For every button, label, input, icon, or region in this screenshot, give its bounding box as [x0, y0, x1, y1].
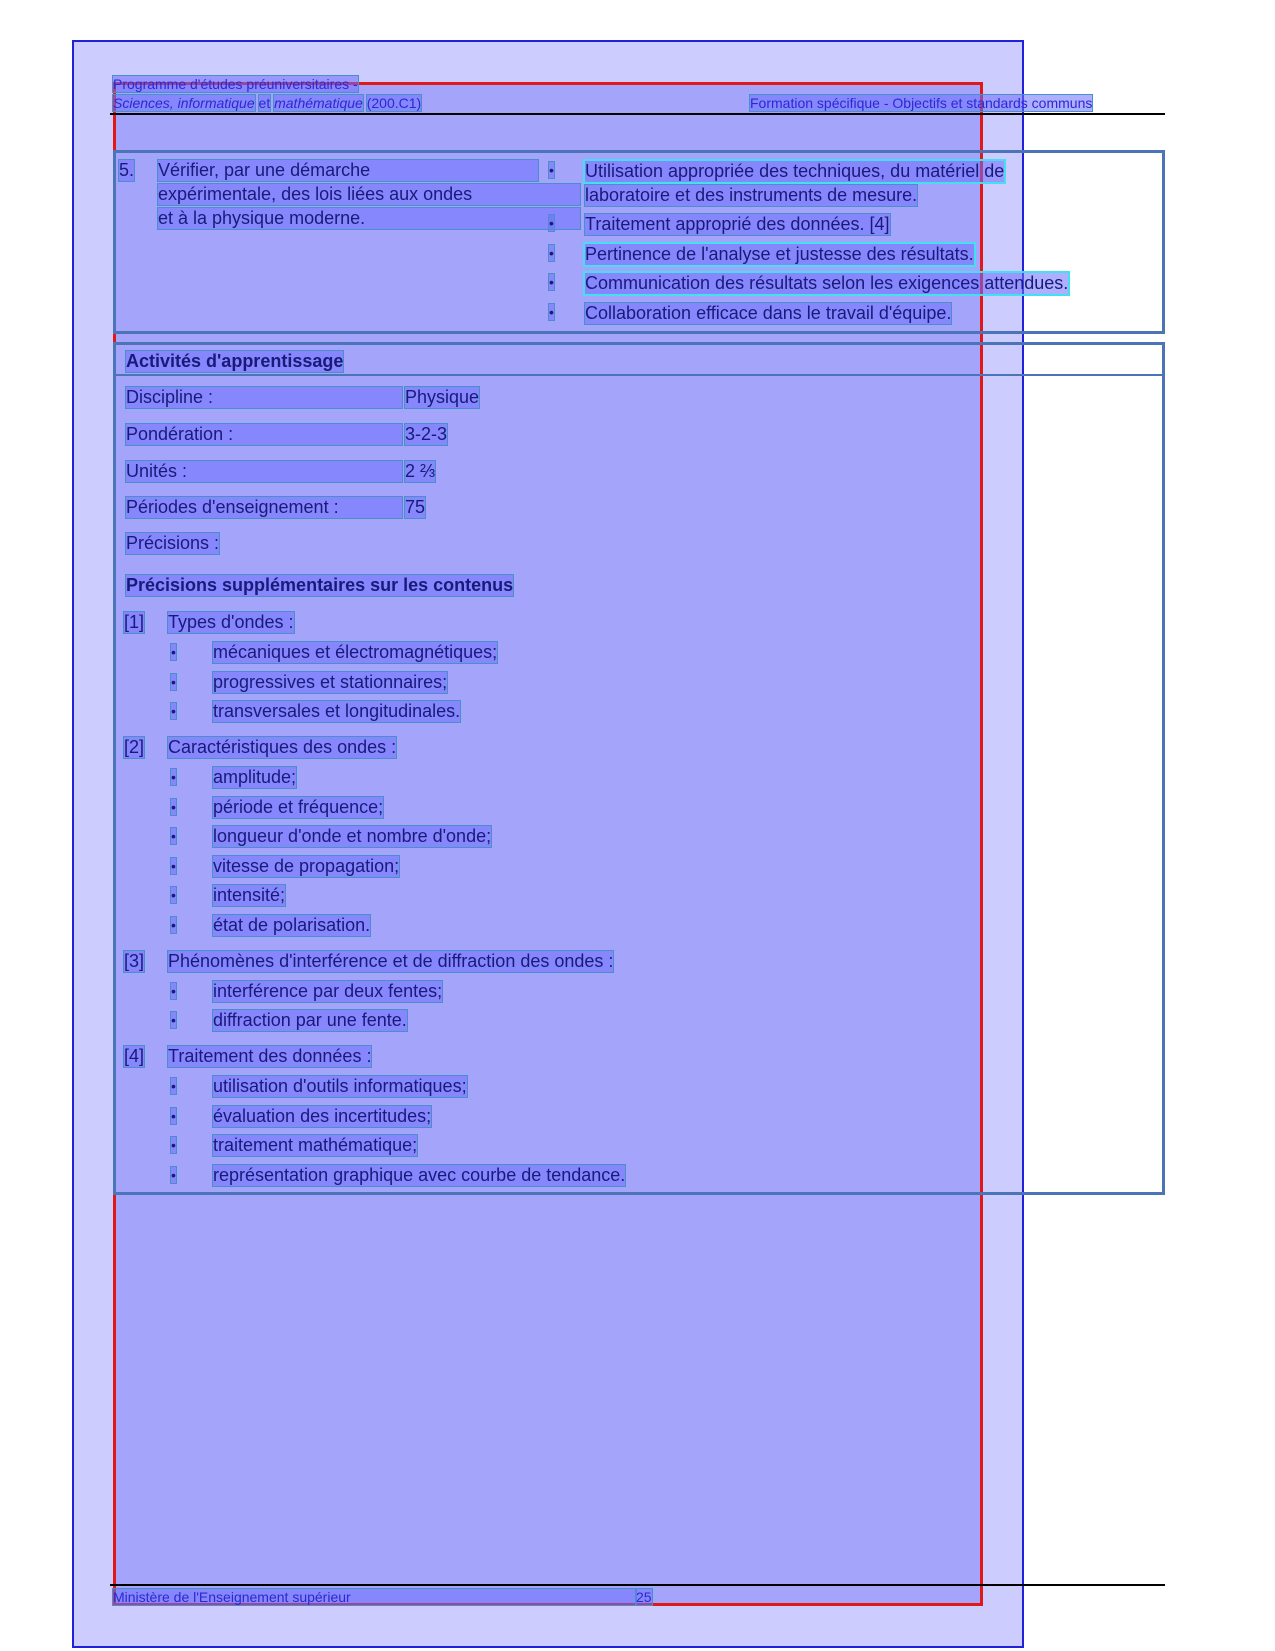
field-value-periodes: 75	[405, 497, 426, 517]
section-4-num: [4]	[124, 1046, 145, 1066]
bullet: •	[171, 1167, 176, 1183]
criterion-1-cont: laboratoire et des instruments de mesure.	[585, 185, 918, 205]
objective-line-3: et à la physique moderne.	[158, 208, 580, 229]
field-value-unites: 2 ⅔	[405, 461, 436, 481]
header-field-code: (200.C1)	[366, 95, 422, 111]
section-3-item-1: interférence par deux fentes;	[213, 981, 443, 1001]
section-1-item-3: transversales et longitudinales.	[213, 701, 461, 721]
section-1-title: Types d'ondes :	[168, 612, 294, 632]
criterion-bullet-3: •	[549, 245, 554, 261]
section-4-item-4: représentation graphique avec courbe de tendance.	[213, 1165, 626, 1185]
section-2-item-1: amplitude;	[213, 767, 297, 787]
bullet: •	[171, 983, 176, 999]
bullet: •	[171, 1108, 176, 1124]
bullet: •	[171, 769, 176, 785]
bullet: •	[171, 703, 176, 719]
footer-page-number: 25	[636, 1589, 652, 1605]
criterion-5: Collaboration efficace dans le travail d'équipe.	[585, 303, 952, 323]
criterion-bullet-5: •	[549, 304, 554, 320]
bullet: •	[171, 917, 176, 933]
section-1-num: [1]	[124, 612, 145, 632]
section-2-item-2: période et fréquence;	[213, 797, 384, 817]
section-4-item-2: évaluation des incertitudes;	[213, 1106, 432, 1126]
section-4-item-3: traitement mathématique;	[213, 1135, 418, 1155]
section-3-num: [3]	[124, 951, 145, 971]
bullet: •	[171, 887, 176, 903]
activities-title: Activités d'apprentissage	[126, 351, 344, 371]
bullet: •	[171, 1012, 176, 1028]
bullet: •	[171, 1137, 176, 1153]
criterion-3: Pertinence de l'analyse et justesse des résultats.	[585, 244, 974, 264]
objective-number: 5.	[119, 160, 135, 180]
field-value-ponderation: 3-2-3	[405, 424, 448, 444]
criterion-bullet-4: •	[549, 274, 554, 290]
field-label-periodes: Périodes d'enseignement :	[126, 497, 402, 518]
bullet: •	[171, 644, 176, 660]
objective-line-1: Vérifier, par une démarche	[158, 160, 538, 181]
section-4-item-1: utilisation d'outils informatiques;	[213, 1076, 467, 1096]
section-3-title: Phénomènes d'interférence et de diffraction des ondes :	[168, 951, 614, 971]
field-value-discipline: Physique	[405, 387, 480, 407]
supp-title: Précisions supplémentaires sur les contenus	[126, 575, 514, 595]
footer-rule	[110, 1584, 1165, 1586]
section-2-num: [2]	[124, 737, 145, 757]
criterion-4: Communication des résultats selon les exigences attendues.	[585, 273, 1069, 293]
section-1-item-2: progressives et stationnaires;	[213, 672, 448, 692]
section-1-item-1: mécaniques et électromagnétiques;	[213, 642, 498, 662]
criterion-bullet-1: •	[549, 162, 554, 178]
header-field	[113, 95, 421, 111]
field-label-unites: Unités :	[126, 461, 402, 482]
criterion-bullet-2: •	[549, 215, 554, 231]
section-2-item-4: vitesse de propagation;	[213, 856, 400, 876]
field-label-precisions: Précisions :	[126, 533, 220, 553]
section-2-item-3: longueur d'onde et nombre d'onde;	[213, 826, 492, 846]
field-label-discipline: Discipline :	[126, 387, 402, 408]
header-rule	[110, 113, 1165, 115]
header-field-and: et	[258, 95, 271, 111]
bullet: •	[171, 799, 176, 815]
section-2-item-6: état de polarisation.	[213, 915, 371, 935]
header-field-sciences: Sciences, informatique	[113, 95, 255, 111]
activities-title-rule	[113, 374, 1165, 376]
bullet: •	[171, 1078, 176, 1094]
bullet: •	[171, 674, 176, 690]
bullet: •	[171, 828, 176, 844]
criterion-2: Traitement approprié des données. [4]	[585, 214, 890, 234]
field-label-ponderation: Pondération :	[126, 424, 402, 445]
header-program: Programme d'études préuniversitaires -	[113, 76, 358, 92]
section-2-title: Caractéristiques des ondes :	[168, 737, 397, 757]
footer-ministry: Ministère de l'Enseignement supérieur	[113, 1589, 636, 1605]
section-3-item-2: diffraction par une fente.	[213, 1010, 407, 1030]
bullet: •	[171, 858, 176, 874]
header-field-math: mathématique	[274, 95, 363, 111]
criterion-1: Utilisation appropriée des techniques, du matériel de	[585, 161, 1005, 181]
section-2-item-5: intensité;	[213, 885, 286, 905]
objective-line-2: expérimentale, des lois liées aux ondes	[158, 184, 580, 205]
section-4-title: Traitement des données :	[168, 1046, 372, 1066]
header-right: Formation spécifique - Objectifs et standards communs	[750, 95, 1093, 111]
